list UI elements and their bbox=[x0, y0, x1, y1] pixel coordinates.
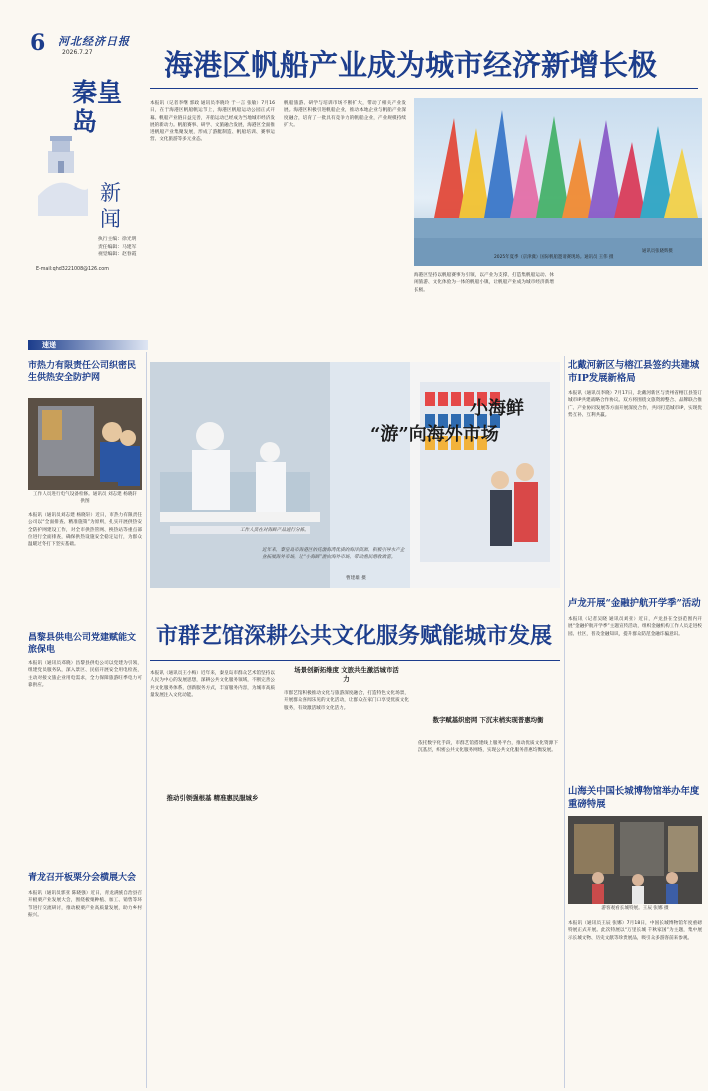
museum-photo bbox=[568, 816, 702, 904]
heating-photo-art bbox=[28, 398, 142, 490]
brief-heating-headline: 市热力有限责任公司织密民生供热安全防护网 bbox=[28, 361, 137, 383]
lead-body-col4 bbox=[563, 272, 701, 352]
heating-photo-caption: 工作人员进行电气设备检修。通讯员 刘志建 杨晓轩 供图 bbox=[33, 492, 137, 504]
brief-ip-headline: 北戴河新区与榕江县签约共建城市IP发展新格局 bbox=[568, 360, 700, 384]
side-column bbox=[28, 76, 142, 360]
brief-finance-body: 本报讯（记者吴晓 通讯员刘亚）近日，卢龙县在全县范围内开展“金融护航开学季”主题宣传活动，组织金融机构工作人员走进校园、社区，普及金融知识，提升群众防范金融诈骗意识。 bbox=[568, 617, 702, 637]
editor-line: 责任编辑：马建军 bbox=[98, 244, 137, 250]
culture-body-col2: 市群艺馆积极推动文化与旅游深度融合，打造特色文化场景，开展群众喜闻乐见的文化活动，让群众在家门口享受优质文化服务，有效激活城市文化活力。 bbox=[284, 691, 409, 711]
heating-photo bbox=[28, 398, 142, 490]
culture-headline-block bbox=[150, 614, 560, 664]
great-wall-illustration bbox=[38, 116, 88, 216]
brief-heating-body: 本报讯（通讯员刘志建 杨晓轩）近日，市热力有限责任公司以“全面排查、精准施策”为原则，扎实开展供热安全防护网建设工作，对全市供热管网、换热站等重点部位进行全面排查，确保供热设施安全稳定运行，为群众温暖过冬打下坚实基础。 bbox=[28, 513, 142, 548]
lead-body-col3: 海港区坚持以帆船赛事为引领，以产业为支撑，打造集帆船运动、休闲旅游、文化体验为一体的帆船小镇，让帆船产业成为城市经济新增长极。 bbox=[414, 273, 554, 293]
brief-ip bbox=[568, 360, 702, 590]
brief-museum-headline: 山海关中国长城博物馆举办年度重磅特展 bbox=[568, 786, 700, 810]
sailboat-photo-art bbox=[414, 98, 702, 266]
museum-photo-art bbox=[568, 816, 702, 904]
brief-power-body: 本报讯（通讯员邓晓）昌黎县供电公司以党建为引领，组建党员服务队，深入景区、民宿开展安全用电检查，主动对接文旅企业用电需求，全力保障旅游旺季电力可靠供应。 bbox=[28, 661, 142, 688]
city-title: 秦皇岛 bbox=[72, 78, 123, 136]
sailboat-photo bbox=[414, 98, 702, 266]
brief-power-headline: 昌黎县供电公司党建赋能文旅保电 bbox=[28, 633, 137, 655]
editor-credits bbox=[98, 236, 148, 259]
brief-heating bbox=[28, 360, 142, 625]
feature-headline-line2: “游”向海外市场 bbox=[370, 424, 499, 445]
culture-subhead-2-text: 场景创新拓维度 文旅共生激活城市活力 bbox=[294, 666, 399, 683]
brief-label-bar bbox=[0, 338, 150, 352]
lead-body-col1: 本报讯（记者李继 郭政 通讯员李晓玲 于一言 张敏）7月16日，在于海港区帆船帆运节上，海港区帆船运动公园正式开幕。帆船产业链日益完善，开船运动已经成为当地城市经济发展的新动力。帆船赛事、研学、文旅融合发展，海港区全面推进帆船产业集聚发展，形成了游艇制造、帆船培训、赛事运营、文化旅游等多元业态。 bbox=[150, 101, 275, 143]
brief-label: 速递 bbox=[42, 341, 56, 349]
lead-headline-bar bbox=[150, 38, 698, 90]
brief-ip-body: 本报讯（通讯员李晓）7月17日，北戴河新区与贵州省榕江县签订城市IP共建战略合作协议。双方将围绕文旅资源整合、品牌联合推广、产业协同发展等方面开展深度合作，共同打造城市IP，实现优势互补、互利共赢。 bbox=[568, 391, 702, 418]
sailboat-photo-caption: 2025年夏季（京津冀）国际帆船邀请赛现场。通讯员 王伟 摄 bbox=[494, 255, 614, 260]
feature-headline-line1: 小海鲜 bbox=[470, 398, 524, 419]
culture-body-col1b bbox=[150, 818, 275, 1086]
brief-museum bbox=[568, 786, 702, 1088]
culture-subhead-1 bbox=[150, 794, 275, 803]
brief-chestnut-headline: 青龙召开板栗分会横展大会 bbox=[28, 873, 137, 883]
feature-photo-credit: 曹建雄 摄 bbox=[346, 576, 366, 581]
culture-body-col3: 依托数字化手段，市群艺馆搭建线上服务平台，推动优质文化资源下沉基层，织密公共文化服务网络，实现公共文化服务普惠均衡发展。 bbox=[418, 741, 558, 754]
culture-subhead-1-text: 推动引领强根基 精准惠民服城乡 bbox=[166, 794, 259, 802]
brief-chestnut-body: 本报讯（通讯员郭亚 陈晓强）近日，青龙满族自治县召开板栗产业发展大会，围绕板栗种植、加工、销售等环节进行交流研讨，推动板栗产业高质量发展，助力乡村振兴。 bbox=[28, 891, 142, 918]
issue-date: 2026.7.27 bbox=[62, 49, 93, 56]
sailboat-photo-caption-short: 通讯员张晓辉摄 bbox=[642, 249, 673, 254]
seafood-feature-photo bbox=[150, 362, 560, 588]
culture-body-col1: 本报讯（通讯员王小梅）近年来，秦皇岛市群众艺术馆坚持以人民为中心的发展思想，深耕公共文化服务领域，不断完善公共文化服务体系，创新服务方式，丰富服务内容，为城市高质量发展注入文化动能。 bbox=[150, 671, 275, 698]
feature-photo-caption-2: 近年来，秦皇岛市海港区依托渤海湾优质的海洋资源，积极引导水产企业拓展海外市场，让“小海鲜”游向海外市场，带动渔民增收致富。 bbox=[262, 548, 405, 560]
page-number: 6 bbox=[30, 30, 46, 56]
email: E-mail:qhd3221008@126.com bbox=[36, 267, 109, 272]
culture-subhead-3 bbox=[418, 716, 558, 725]
brief-chestnut bbox=[28, 872, 142, 1087]
brief-museum-body: 本报讯（通讯员王辰 张娜）7月18日，中国长城博物馆年度重磅特展正式开展。此次特展以“万里长城 千秋家国”为主题，集中展示长城文物、历史文献等珍贵展品，吸引众多游客前来参观。 bbox=[568, 921, 702, 941]
feature-photo-caption-1: 工作人员在对海鲜产品进行分拣。 bbox=[240, 528, 309, 533]
editor-line: 视觉编辑：赵春霞 bbox=[98, 252, 137, 257]
brief-power bbox=[28, 632, 142, 868]
culture-headline: 市群艺馆深耕公共文化服务赋能城市发展 bbox=[156, 623, 553, 649]
editor-line: 执行主编：徐光明 bbox=[98, 237, 137, 242]
culture-subhead-2 bbox=[284, 666, 409, 684]
brief-finance-headline: 卢龙开展“金融护航开学季”活动 bbox=[568, 598, 701, 609]
section-title: 新闻 bbox=[100, 181, 121, 231]
museum-photo-caption: 游客观看长城特展。王辰 张娜 摄 bbox=[601, 906, 669, 911]
lead-headline: 海港区帆船产业成为城市经济新增长极 bbox=[164, 48, 658, 82]
brief-finance bbox=[568, 598, 702, 786]
lead-body-col2: 帆船旅游、研学与培训市场不断扩大，带动了相关产业发展。海港区积极引进帆船企业，推动本地企业与帆船产业深度融合，培育了一批具有竞争力的帆船企业，产业规模持续扩大。 bbox=[284, 101, 406, 128]
paper-name: 河北经济日报 bbox=[58, 35, 130, 48]
culture-subhead-3-text: 数字赋基织密网 下沉末梢实现普惠均衡 bbox=[432, 716, 544, 724]
